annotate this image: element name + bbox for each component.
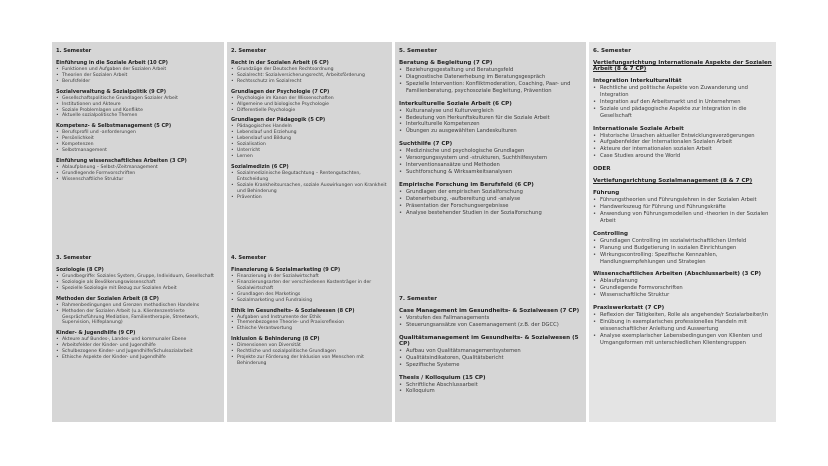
module-topic: • Sozialrecht: Sozialversicherungsrecht, Arbeitsförderung: [231, 73, 390, 79]
module-topic-list: [593, 133, 774, 161]
module-topic: • Grundlegende Formvorschriften: [56, 171, 222, 177]
module-title: Qualitätsmanagement im Gesundheits- & Sozialwesen (5 CP): [399, 334, 579, 347]
semester-6-block: [593, 46, 774, 347]
track-a-heading: Vertiefungsrichtung Internationale Aspekte der Sozialen Arbeit (8 & 7 CP): [593, 60, 772, 72]
module-topic-list: [231, 171, 390, 201]
module-topic: • Lebenslauf und Bildung: [231, 136, 390, 142]
module-topic: • Prävention: [231, 195, 390, 201]
column-2: [227, 42, 392, 422]
module-topic-list: [399, 67, 584, 95]
module-title: Interkulturelle Soziale Arbeit (6 CP): [399, 100, 512, 107]
module-topic: • Institutionen und Akteure: [56, 102, 222, 108]
module-topic: • Handwerkszeug für Führung und Führungskräfte: [593, 204, 774, 211]
module-title: Führung: [593, 190, 620, 197]
module-topic: • Schriftliche Abschlussarbeit: [399, 382, 584, 389]
column-1: [52, 42, 224, 422]
module-topic: • Planung und Budgetierung in sozialen Einrichtungen: [593, 245, 774, 252]
module-topic: • Grundbegriffe: Soziales System, Gruppe, Individuum, Gesellschaft: [56, 274, 222, 280]
semester-heading: 6. Semester: [593, 48, 631, 54]
module-title: Finanzierung & Sozialmarketing (9 CP): [231, 267, 341, 273]
semester-heading: 1. Semester: [56, 48, 92, 54]
module-topic-list: [231, 96, 390, 114]
module-topic: • Sozialmarketing und Fundraising: [231, 298, 390, 304]
module-topic: • Pädagogisches Handeln: [231, 124, 390, 130]
module-topic-list: [231, 315, 390, 333]
module-topic-list: [56, 165, 222, 183]
semester-7-block: [399, 294, 584, 395]
module-topic: • Theorien der Sozialen Arbeit: [56, 73, 222, 79]
module-topic-list: [593, 278, 774, 299]
module-topic: • Spezielle Soziologie mit Bezug zur Sozialen Arbeit: [56, 286, 222, 292]
module-topic: • Einübung in exemplarisches professionelles Handeln mit wissenschaftlicher Anleitung und Auswertung: [593, 319, 774, 333]
module-title: Grundlagen der Pädagogik (5 CP): [231, 117, 326, 124]
module-title: Kinder- & Jugendhilfe (9 CP): [56, 330, 136, 337]
semester-heading: 5. Semester: [399, 48, 437, 54]
module-topic-list: [399, 148, 584, 176]
module-topic: • Grundlagen Controlling im sozialwirtschaftlichen Umfeld: [593, 238, 774, 245]
module-title: Einführung wissenschaftliches Arbeiten (3 CP): [56, 157, 187, 164]
module-topic: • Interkulturelle Kompetenzen: [399, 121, 584, 128]
module-topic-list: [399, 315, 584, 329]
module-topic: • Dimensionen von Diversität: [231, 343, 390, 349]
module-topic: • Gesellschaftspolitische Grundlagen Sozialer Arbeit: [56, 96, 222, 102]
module-topic: • Spezifische Systeme: [399, 362, 584, 369]
module-topic-list: [231, 343, 390, 367]
module-title: Thesis / Kolloquium (15 CP): [399, 374, 486, 381]
module-topic: • Wissenschaftliche Struktur: [593, 292, 774, 299]
column-4: [589, 42, 776, 422]
module-topic: • Interventionsansätze und Methoden: [399, 162, 584, 169]
module-title: Controlling: [593, 230, 628, 237]
module-topic: • Diagnostische Datenerhebung im Beratungsgespräch: [399, 74, 584, 81]
module-topic-list: [56, 337, 222, 361]
module-topic: • Wirkungscontrolling: Spezifische Kennzahlen, Handlungsempfehlungen und Strategien: [593, 252, 774, 266]
semester-1-block: [56, 46, 222, 183]
module-topic: • Berufsprofil und -anforderungen: [56, 130, 222, 136]
module-title: Ethik im Gesundheits- & Sozialwesen (8 CP): [231, 307, 355, 314]
semester-2-block: [231, 46, 390, 200]
module-topic: • Lernen: [231, 154, 390, 160]
module-topic: • Soziologie als Bevölkerungswissenschaft: [56, 280, 222, 286]
module-topic: • Steuerungsansätze von Casemanagement (z.B. der DGCC): [399, 322, 584, 329]
module-title: Suchthilfe (7 CP): [399, 141, 453, 148]
module-topic-list: [593, 85, 774, 120]
module-topic: • Ablaufplanung: [593, 278, 774, 285]
module-topic-list: [56, 303, 222, 327]
module-topic: • Soziale Krankheitsursachen, soziale Auswirkungen von Krankheit und Behinderung: [231, 183, 390, 195]
module-topic: • Sozialisation: [231, 142, 390, 148]
module-topic-list: [399, 348, 584, 369]
module-topic: • Grundlegende Formvorschriften: [593, 285, 774, 292]
module-topic-list: [399, 382, 584, 396]
module-topic: • Differentielle Psychologie: [231, 108, 390, 114]
module-topic: • Unterricht: [231, 148, 390, 154]
module-title: Wissenschaftliches Arbeiten (Abschlussarbeit) (3 CP): [593, 271, 762, 278]
module-title: Beratung & Begleitung (7 CP): [399, 60, 493, 66]
module-topic: • Übungen zu ausgewählten Landeskulturen: [399, 128, 584, 135]
module-topic-list: [399, 189, 584, 217]
module-title: Sozialmedizin (6 CP): [231, 163, 289, 170]
module-topic-list: [593, 312, 774, 347]
module-topic: • Persönlichkeit: [56, 136, 222, 142]
module-topic: • Suchtforschung & Wirksamkeitsanalysen: [399, 169, 584, 176]
module-topic: • Aufgaben und Instrumente der Ethik: [231, 315, 390, 321]
module-topic: • Bedeutung von Herkunftskulturen für die Soziale Arbeit: [399, 115, 584, 122]
module-title: Soziologie (8 CP): [56, 267, 104, 273]
module-title: Recht in der Sozialen Arbeit (6 CP): [231, 60, 329, 66]
module-topic: • Reflexion der Tätigkeiten, Rolle als angehende/r Sozialarbeiter/in: [593, 312, 774, 319]
module-topic: • Integration auf den Arbeitsmarkt und in Unternehmen: [593, 99, 774, 106]
module-title: Sozialverwaltung & Sozialpolitik (9 CP): [56, 88, 166, 95]
module-topic: • Historische Ursachen aktueller Entwicklungsverzögerungen: [593, 133, 774, 140]
module-topic: • Soziale und pädagogische Aspekte zur Integration in die Gesellschaft: [593, 106, 774, 120]
module-topic: • Spezielle Intervention: Konfliktmoderation, Coaching, Paar- und Familienberatung, psychosoziale Begleitung, Prävention: [399, 81, 584, 95]
curriculum-sheet: [52, 42, 776, 422]
module-topic: • Rahmenbedingungen und Grenzen methodischen Handelns: [56, 303, 222, 309]
module-topic: • Anwendung von Führungsmodellen und -theorien in der Sozialen Arbeit: [593, 211, 774, 225]
module-topic-list: [56, 130, 222, 154]
module-title: Kompetenz- & Selbstmanagement (5 CP): [56, 123, 172, 130]
module-topic: • Versorgungssystem und -strukturen, Suchthilfesystem: [399, 155, 584, 162]
module-topic: • Kolloquium: [399, 388, 584, 395]
module-title: Praxiswerkstatt (7 CP): [593, 305, 665, 312]
module-title: Grundlagen der Psychologie (7 CP): [231, 88, 330, 95]
module-topic: • Ethische Verantwortung: [231, 326, 390, 332]
module-topic: • Themenbezogene Theorie- und Praxisreflexion: [231, 320, 390, 326]
semester-heading: 2. Semester: [231, 48, 267, 54]
module-topic: • Arbeitsfelder der Kinder- und Jugendhilfe: [56, 343, 222, 349]
or-separator: ODER: [593, 166, 611, 173]
module-topic: • Ablaufplanung – Selbst-/Zeitmanagement: [56, 165, 222, 171]
semester-heading: 4. Semester: [231, 255, 267, 261]
semester-heading: 7. Semester: [399, 296, 437, 302]
module-topic: • Finanzierungsarten der verschiedenen Kostenträger in der Sozialwirtschaft: [231, 280, 390, 292]
module-topic-list: [593, 238, 774, 266]
column-3: [395, 42, 586, 422]
module-title: Empirische Forschung im Berufsfeld (6 CP): [399, 181, 534, 188]
module-topic: • Führungstheorien und Führungslehren in der Sozialen Arbeit: [593, 197, 774, 204]
module-topic: • Datenerhebung, -aufbereitung und -analyse: [399, 196, 584, 203]
module-topic: • Qualitätsindikatoren, Qualitätsbericht: [399, 355, 584, 362]
module-topic: • Aktuelle sozialpolitische Themen: [56, 113, 222, 119]
module-topic: • Berufsfelder: [56, 79, 222, 85]
module-topic-list: [231, 67, 390, 85]
module-topic: • Rechtsschutz im Sozialrecht: [231, 79, 390, 85]
module-topic-list: [56, 67, 222, 85]
module-topic: • Medizinische und psychologische Grundlagen: [399, 148, 584, 155]
module-topic: • Kulturanalyse und Kulturvergleich: [399, 108, 584, 115]
module-topic: • Soziale Problemlagen und Konflikte: [56, 108, 222, 114]
module-topic: • Grundlagen der empirischen Sozialforschung: [399, 189, 584, 196]
module-title: Case Management im Gesundheits- & Sozialwesen (7 CP): [399, 308, 580, 314]
semester-heading: 3. Semester: [56, 255, 92, 261]
module-title: Einführung in die Soziale Arbeit (10 CP): [56, 60, 168, 66]
module-topic-list: [56, 96, 222, 120]
module-topic: • Case Studies around the World: [593, 153, 774, 160]
module-topic: • Lebenslauf und Erziehung: [231, 130, 390, 136]
module-title: Inklusion & Behinderung (8 CP): [231, 336, 320, 343]
semester-5-block: [399, 46, 584, 217]
module-topic: • Rechtliche und sozialpolitische Grundlagen: [231, 349, 390, 355]
module-topic: • Grundzüge der Deutschen Rechtsordnung: [231, 67, 390, 73]
module-topic: • Rechtliche und politische Aspekte von Zuwanderung und Integration: [593, 85, 774, 99]
module-topic: • Finanzierung in der Sozialwirtschaft: [231, 274, 390, 280]
module-topic: • Grundlagen des Marketings: [231, 292, 390, 298]
module-topic: • Schulbezogene Kinder- und Jugendhilfe/Schulsozialarbeit: [56, 349, 222, 355]
module-topic-list: [56, 274, 222, 292]
module-topic: • Methoden der Sozialen Arbeit (u.a. Klientenzentrierte Gesprächsführung Mediation, Familientherapie, Streetwork, Supervision, Hilfeplanung): [56, 309, 222, 327]
module-title: Integration Interkulturalität: [593, 78, 682, 84]
module-title: Methoden der Sozialen Arbeit (8 CP): [56, 295, 159, 302]
module-topic-list: [231, 124, 390, 159]
module-topic: • Psychologie im Kanon der Wissenschaften: [231, 96, 390, 102]
semester-4-block: [231, 253, 390, 367]
module-topic: • Projekte zur Förderung der Inklusion von Menschen mit Behinderung: [231, 355, 390, 367]
track-b-heading: Vertiefungsrichtung Sozialmanagement (8 & 7 CP): [593, 178, 753, 185]
module-topic-list: [231, 274, 390, 304]
module-title: Internationale Soziale Arbeit: [593, 125, 684, 132]
semester-3-block: [56, 253, 222, 361]
module-topic: • Ethische Aspekte der Kinder- und Jugendhilfe: [56, 355, 222, 361]
module-topic: • Aufgabenfelder der Internationalen Sozialen Arbeit: [593, 139, 774, 146]
module-topic-list: [399, 108, 584, 136]
module-topic: • Funktionen und Aufgaben der Sozialen Arbeit: [56, 67, 222, 73]
module-topic: • Analyse exemplarischer Lebensbedingungen von Klienten und Umgangsformen mit unterschiedlichen Klientengruppen: [593, 333, 774, 347]
module-topic: • Vorstufen des Fallmanagements: [399, 315, 584, 322]
module-topic: • Akteure der internationalen sozialen Arbeit: [593, 146, 774, 153]
module-topic: • Wissenschaftliche Struktur: [56, 177, 222, 183]
module-topic: • Beziehungsgestaltung und Beratungsfeld: [399, 67, 584, 74]
module-topic: • Präsentation der Forschungsergebnisse: [399, 203, 584, 210]
module-topic: • Kompetenzen: [56, 142, 222, 148]
module-topic-list: [593, 197, 774, 225]
module-topic: • Selbstmanagement: [56, 148, 222, 154]
module-topic: • Aufbau von Qualitätsmanagementsystemen: [399, 348, 584, 355]
module-topic: • Analyse bestehender Studien in der Sozialforschung: [399, 210, 584, 217]
module-topic: • Sozialmedizinische Begutachtung – Rentengutachten, Entscheidung: [231, 171, 390, 183]
module-topic: • Allgemeine und biologische Psychologie: [231, 102, 390, 108]
module-topic: • Akteure auf Bundes-, Landes- und kommunaler Ebene: [56, 337, 222, 343]
